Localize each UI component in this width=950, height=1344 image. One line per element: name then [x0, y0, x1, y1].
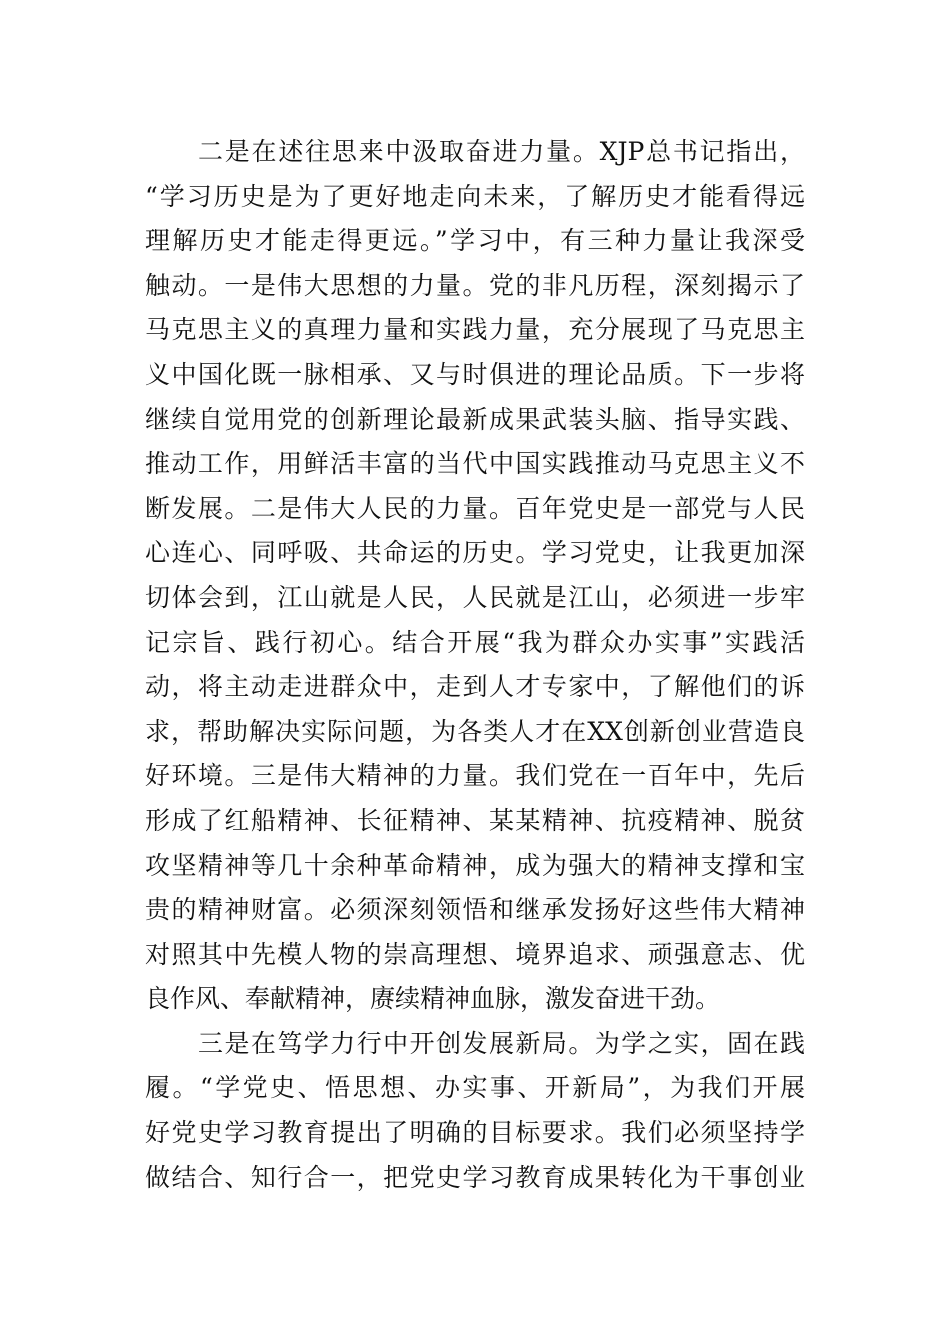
text-line: 触动。一是伟大思想的力量。党的非凡历程，深刻揭示了 — [145, 270, 805, 300]
text-line: 切体会到，江山就是人民，人民就是江山，必须进一步牢 — [145, 582, 805, 612]
text-line: 断发展。二是伟大人民的力量。百年党史是一部党与人民 — [145, 493, 805, 523]
text-line: 做结合、知行合一，把党史学习教育成果转化为干事创业 — [145, 1162, 805, 1192]
paragraph-2 — [145, 1022, 805, 1200]
text-line: 贵的精神财富。必须深刻领悟和继承发扬好这些伟大精神 — [145, 895, 805, 925]
text-line: 义中国化既一脉相承、又与时俱进的理论品质。下一步将 — [145, 359, 805, 389]
text-line: 动，将主动走进群众中，走到人才专家中，了解他们的诉 — [145, 672, 805, 702]
text-line: 良作风、奉献精神，赓续精神血脉，激发奋进干劲。 — [145, 984, 721, 1014]
text-line: 记宗旨、践行初心。结合开展“我为群众办实事”实践活 — [145, 627, 805, 657]
document-body — [145, 130, 805, 1200]
text-line: 形成了红船精神、长征精神、某某精神、抗疫精神、脱贫 — [145, 805, 805, 835]
text-line: 二是在述往思来中汲取奋进力量。XJP总书记指出， — [198, 137, 805, 166]
text-line: 履。“学党史、悟思想、办实事、开新局”，为我们开展 — [145, 1073, 805, 1103]
paragraph-1 — [145, 130, 805, 1022]
text-line: 继续自觉用党的创新理论最新成果武装头脑、指导实践、 — [145, 404, 805, 434]
text-line: 三是在笃学力行中开创发展新局。为学之实，固在践 — [198, 1028, 805, 1058]
text-line: 好党史学习教育提出了明确的目标要求。我们必须坚持学 — [145, 1118, 805, 1148]
text-line: 心连心、同呼吸、共命运的历史。学习党史，让我更加深 — [145, 538, 805, 568]
text-line: 理解历史才能走得更远。”学习中，有三种力量让我深受 — [145, 226, 805, 256]
text-line: 好环境。三是伟大精神的力量。我们党在一百年中，先后 — [145, 761, 805, 791]
text-line: 求，帮助解决实际问题，为各类人才在XX创新创业营造良 — [145, 716, 805, 746]
text-line: 攻坚精神等几十余种革命精神，成为强大的精神支撑和宝 — [145, 850, 805, 880]
text-line: “学习历史是为了更好地走向未来，了解历史才能看得远 — [145, 181, 805, 211]
text-line: 推动工作，用鲜活丰富的当代中国实践推动马克思主义不 — [145, 449, 805, 479]
text-line: 对照其中先模人物的崇高理想、境界追求、顽强意志、优 — [145, 939, 805, 969]
text-line: 马克思主义的真理力量和实践力量，充分展现了马克思主 — [145, 315, 805, 345]
